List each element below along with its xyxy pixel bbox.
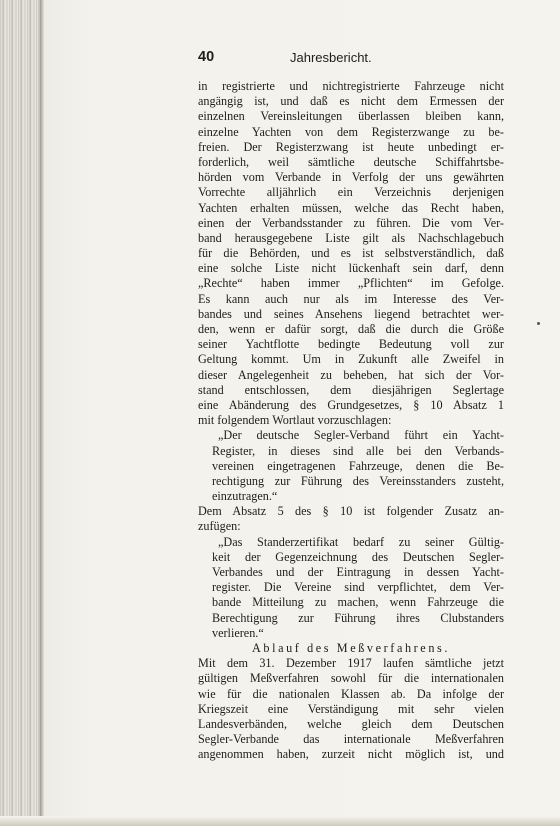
text-line: Kriegszeit eine Verständigung mit sehr vielen [198,701,504,716]
section-heading: Ablauf des Meßverfahrens. [252,640,450,655]
running-title: Jahresbericht. [290,50,372,65]
text-line: hörden vom Verbande in Verfolg der uns gewährten [198,170,504,185]
page-bottom-edge [0,816,560,826]
text-line: einzelne Yachten von dem Registerzwange zu be- [198,124,504,139]
text-line: den, wenn er dafür sorgt, daß die durch die Größe [198,322,504,336]
text-line: Verbandes und der Eintragung in dessen Yacht- [212,565,504,579]
text-line: angenommen haben, zurzeit nicht möglich ist, und [198,747,504,762]
text-line: Segler-Verbande das internationale Meßverfahren [198,732,504,747]
text-line: „Rechte“ haben immer „Pflichten“ im Gefolge. [198,276,504,291]
text-line: vereinen eingetragenen Fahrzeuge, denen die Be- [212,458,504,473]
text-line: gültigen Meßverfahren sowohl für die internationalen [198,671,504,686]
text-line: keit der Gegenzeichnung des Deutschen Segler- [212,549,504,564]
text-line: zufügen: [198,519,241,534]
text-line: für die Behörden, und es ist selbstverständlich, daß [198,246,504,261]
text-line: Register, in dieses sind alle bei den Verbands- [212,443,504,458]
text-line: mit folgendem Wortlaut vorzuschlagen: [198,413,392,428]
text-line: wie für die nationalen Klassen ab. Da infolge der [198,686,504,701]
text-line: in registrierte und nichtregistrierte Fahrzeuge nicht [198,79,504,93]
text-line: Mit dem 31. Dezember 1917 laufen sämtliche jetzt [198,656,504,671]
text-line: eine Abänderung des Grundgesetzes, § 10 Absatz 1 [198,397,504,412]
page-number: 40 [198,49,215,65]
text-line: eine solche Liste nicht lückenhaft sein darf, denn [198,261,504,276]
text-line: Geltung kommt. Um in Zukunft alle Zweifel in [198,352,504,367]
text-line: dieser Angelegenheit zu beheben, hat sich der Vor- [198,367,504,382]
margin-dot [537,322,540,325]
text-line: Yachten erhalten müssen, welche das Recht haben, [198,200,504,215]
text-line: bande Mitteilung zu machen, wenn Fahrzeuge die [212,595,504,610]
text-line: einen der Verbandsstander zu führen. Die vom Ver- [198,215,504,230]
text-line: angängig ist, und daß es nicht dem Ermessen der [198,94,504,109]
text-line: seiner Yachtflotte bedingte Bedeutung voll zur [198,337,504,352]
text-line: Dem Absatz 5 des § 10 ist folgender Zusatz an- [198,504,504,519]
text-line: forderlich, weil sämtliche deutsche Schiffahrtsbe- [198,154,504,169]
text-line: register. Die Vereine sind verpflichtet, dem Ver- [212,580,504,595]
text-line: stand entschlossen, dem diesjährigen Seglertage [198,382,504,397]
text-line: rechtigung zur Führung des Vereinsstanders zusteht, [212,473,504,488]
text-line: einzelnen Vereinsleitungen überlassen bleiben kann, [198,109,504,124]
text-line: Berechtigung zur Führung ihres Clubstanders [212,610,504,625]
text-line: Es kann auch nur als im Interesse des Ver- [198,291,504,306]
text-line: „Das Standerzertifikat bedarf zu seiner Gültig- [218,534,504,549]
text-line: „Der deutsche Segler-Verband führt ein Yacht- [218,428,504,443]
text-line: Landesverbänden, welche gleich dem Deutschen [198,716,504,731]
page-header [198,49,504,67]
book-binding [0,0,40,826]
text-line: verlieren.“ [212,625,264,640]
body-text [198,79,504,762]
binding-shadow [40,0,44,826]
text-line: einzutragen.“ [212,489,278,504]
text-line: freien. Der Registerzwang ist heute unbedingt er- [198,139,504,154]
text-line: bandes und seines Ansehens liegend betrachtet wer- [198,306,504,321]
text-line: Vorrechte alljährlich ein Verzeichnis derjenigen [198,185,504,200]
text-line: band herausgegebene Liste gilt als Nachschlagebuch [198,230,504,245]
